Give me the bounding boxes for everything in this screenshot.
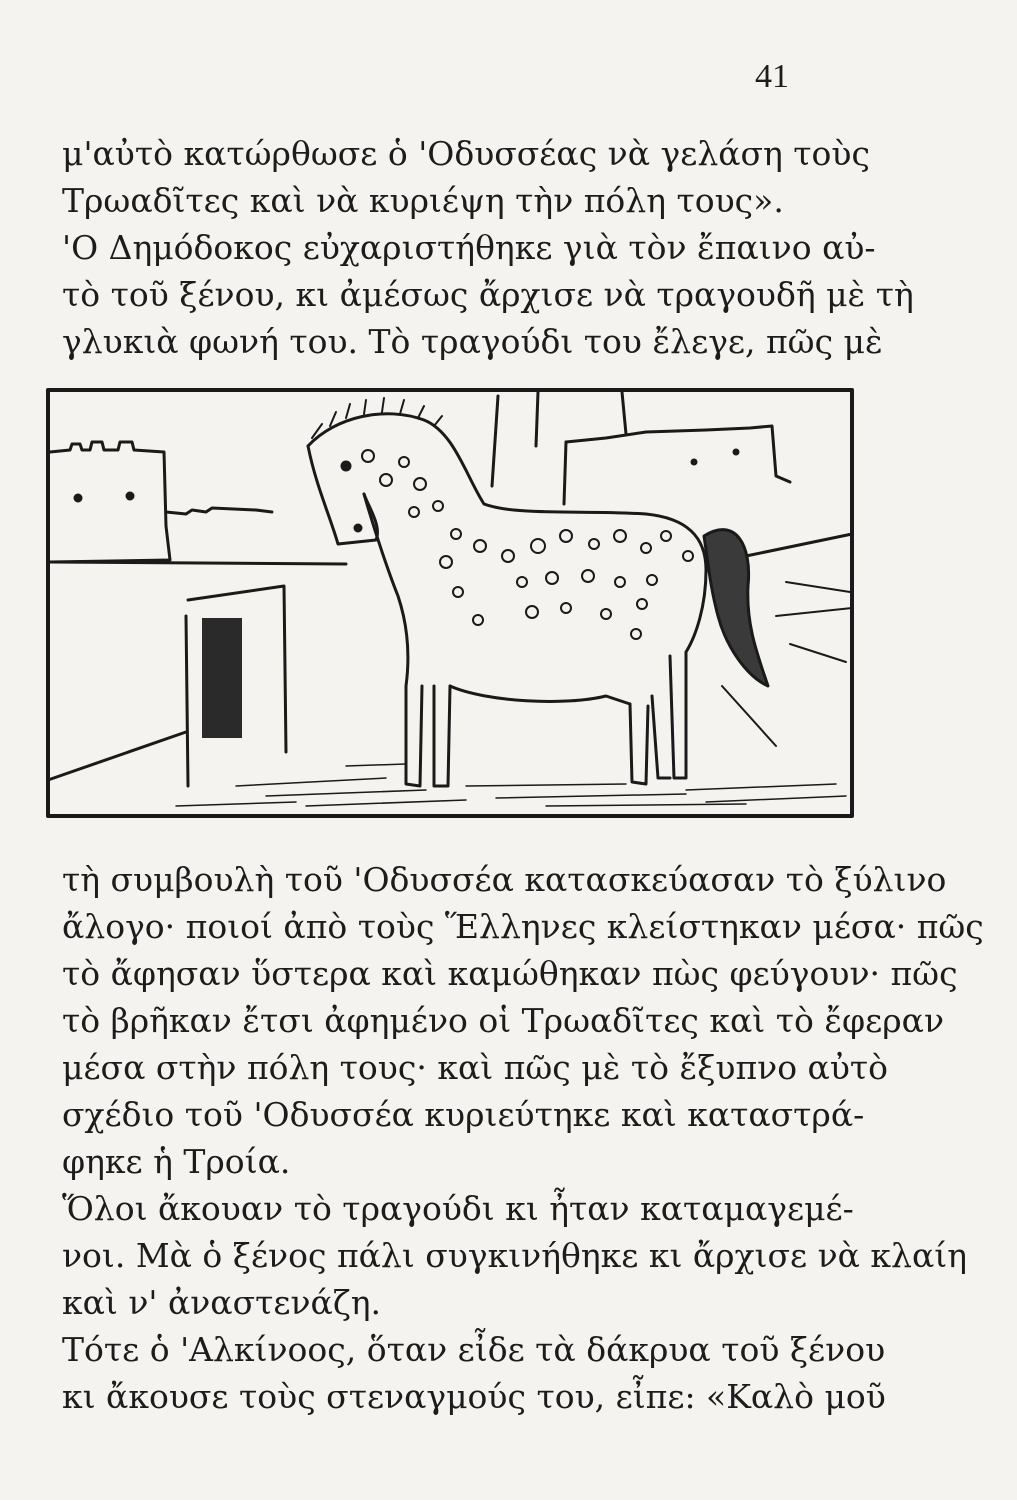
- text-line: τὸ τοῦ ξένου, κι ἀμέσως ἄρχισε νὰ τραγουδῆ μὲ τὴ: [62, 275, 914, 314]
- text-line: σχέδιο τοῦ 'Οδυσσέα κυριεύτηκε καὶ καταστρά-: [62, 1095, 865, 1134]
- bottom-text-block: [62, 856, 984, 1420]
- trojan-horse-illustration: [46, 386, 854, 820]
- top-text-block: [62, 130, 914, 365]
- text-line: γλυκιὰ φωνή του. Τὸ τραγούδι του ἔλεγε, πῶς μὲ: [62, 322, 883, 361]
- ground-hatching: [176, 764, 846, 806]
- city-gate: [202, 618, 242, 738]
- text-line: Τότε ὁ 'Αλκίνοος, ὅταν εἶδε τὰ δάκρυα τοῦ ξένου: [62, 1330, 886, 1369]
- horse-head: [308, 446, 377, 544]
- horse-spots: [362, 450, 693, 639]
- text-line: 'Ο Δημόδοκος εὐχαριστήθηκε γιὰ τὸν ἔπαινο αὐ-: [62, 228, 876, 267]
- text-line: μ'αὐτὸ κατώρθωσε ὁ 'Οδυσσέας νὰ γελάση τοὺς: [62, 134, 870, 173]
- text-line: κι ἄκουσε τοὺς στεναγμούς του, εἶπε: «Καλὸ μοῦ: [62, 1377, 886, 1416]
- text-line: Τρωαδῖτες καὶ νὰ κυριέψη τὴν πόλη τους».: [62, 181, 784, 220]
- city-wall-left: [50, 442, 170, 562]
- text-line: τὸ ἄφησαν ὕστερα καὶ καμώθηκαν πὼς φεύγουν· πῶς: [62, 954, 958, 993]
- text-line: μέσα στὴν πόλη τους· καὶ πῶς μὲ τὸ ἔξυπνο αὐτὸ: [62, 1048, 889, 1087]
- text-line: φηκε ἡ Τροία.: [62, 1142, 291, 1181]
- page-number: 41: [755, 58, 789, 95]
- text-line: νοι. Μὰ ὁ ξένος πάλι συγκινήθηκε κι ἄρχισε νὰ κλαίη: [62, 1236, 967, 1275]
- text-line: Ὅλοι ἄκουαν τὸ τραγούδι κι ἦταν καταμαγεμέ-: [62, 1189, 854, 1228]
- horse-neck-chest: [364, 494, 422, 786]
- text-line: τὸ βρῆκαν ἔτσι ἀφημένο οἱ Τρωαδῖτες καὶ τὸ ἔφεραν: [62, 1001, 945, 1040]
- text-line: καὶ ν' ἀναστενάζη.: [62, 1283, 381, 1322]
- city-wall-right: [566, 426, 790, 482]
- text-line: τὴ συμβουλὴ τοῦ 'Οδυσσέα κατασκεύασαν τὸ ξύλινο: [62, 860, 947, 899]
- text-line: ἄλογο· ποιοί ἀπὸ τοὺς Ἕλληνες κλείστηκαν μέσα· πῶς: [62, 907, 984, 946]
